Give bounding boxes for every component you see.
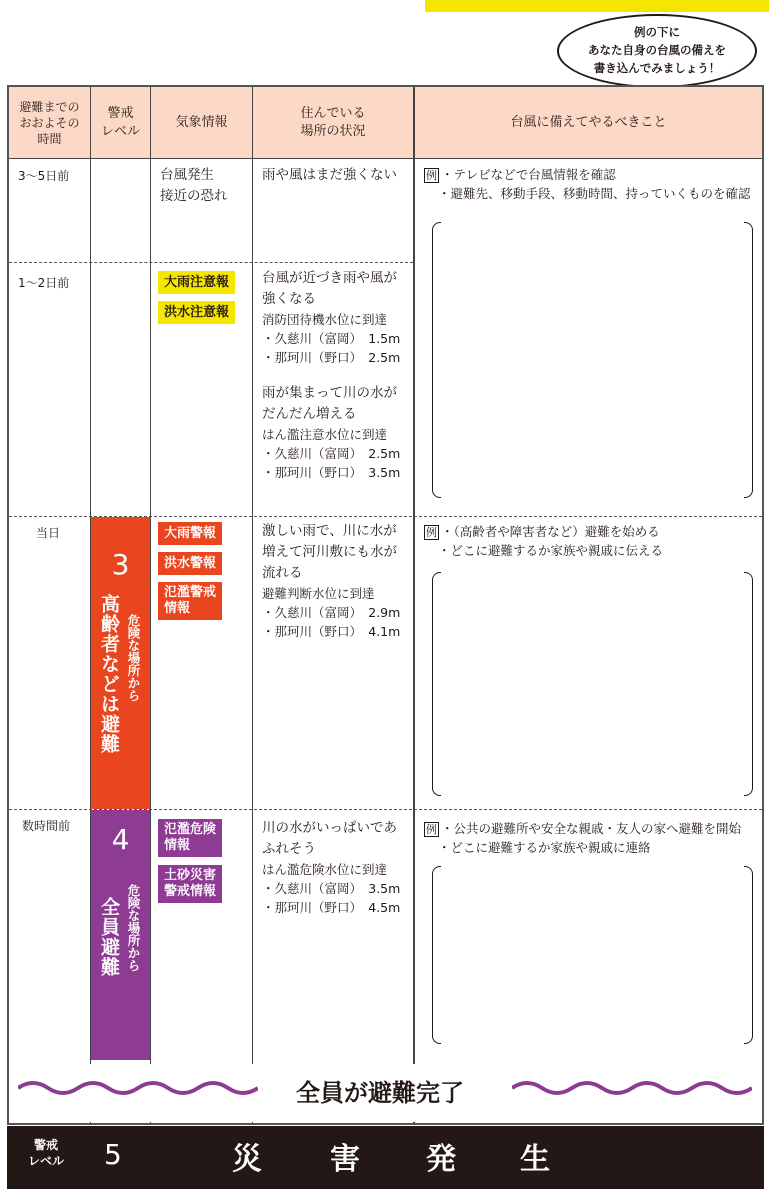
- top-accent-bar: [425, 0, 769, 12]
- time-label: 当日: [36, 526, 61, 540]
- example-mark: 例: [426, 823, 437, 836]
- weather-tag: 洪水警報: [158, 552, 222, 575]
- todo-example: 例 ・公共の避難所や安全な親戚・友人の家へ避難を開始 ・どこに避難するか家族や親戚に連絡: [426, 821, 742, 855]
- time-label: 3～5日前: [18, 169, 70, 183]
- footer-level-number: 5: [104, 1138, 122, 1171]
- write-area-bracket-left: [432, 572, 441, 796]
- situation-text: 雨や風はまだ強くない: [262, 167, 397, 183]
- time-label: 1～2日前: [18, 276, 70, 290]
- level-action: 全員避難: [98, 897, 120, 977]
- weather-tag: 大雨注意報: [158, 271, 235, 294]
- bubble-line-2: あなた自身の台風の備えを: [588, 43, 726, 57]
- weather-tag: 大雨警報: [158, 522, 222, 545]
- todo-example: 例 ・テレビなどで台風情報を確認 ・避難先、移動手段、移動時間、持っていくものを確認: [426, 167, 751, 201]
- level-action: 高齢者などは避難: [98, 594, 120, 754]
- speech-bubble: [557, 14, 757, 88]
- write-area-bracket-right: [744, 572, 753, 796]
- header-level: 警戒 レベル: [100, 106, 140, 139]
- write-area-bracket-left: [432, 866, 441, 1044]
- write-area[interactable]: [442, 868, 742, 1042]
- example-mark: 例: [426, 169, 437, 182]
- footer-level-label: 警戒 レベル: [28, 1138, 65, 1168]
- write-area[interactable]: [442, 224, 742, 496]
- situation-block: 雨が集まって川の水が だんだん増える はん濫注意水位に到達 ・久慈川（富岡） 2.5m ・那珂川（野口） 3.5m: [262, 385, 401, 480]
- write-area-bracket-right: [744, 222, 753, 498]
- time-label: 数時間前: [22, 819, 71, 833]
- situation-block: 川の水がいっぱいであ ふれそう はん濫危険水位に到達 ・久慈川（富岡） 3.5m ・那珂川（野口） 4.5m: [262, 820, 401, 915]
- level-number: 4: [111, 823, 130, 856]
- weather-tag: 洪水注意報: [158, 301, 235, 324]
- weather-info: 台風発生 接近の恐れ: [160, 167, 228, 204]
- header-time: 避難までの おおよその 時間: [19, 100, 80, 146]
- header-todo: 台風に備えてやるべきこと: [510, 115, 667, 130]
- level-number: 3: [111, 548, 130, 581]
- todo-example: 例 ・（高齢者や障害者など）避難を始める ・どこに避難するか家族や親戚に伝える: [426, 524, 664, 558]
- weather-tag: 土砂災害 警戒情報: [158, 865, 222, 903]
- level-note: 危険な場所から: [126, 884, 141, 972]
- weather-tag: 氾濫危険 情報: [158, 819, 222, 857]
- bubble-line-3: 書き込んでみましょう！: [593, 61, 721, 75]
- situation-block: 激しい雨で、川に水が 増えて河川敷にも水が 流れる 避難判断水位に到達 ・久慈川（富岡） 2.9m ・那珂川（野口） 4.1m: [262, 523, 401, 639]
- footer-char: 生: [520, 1142, 550, 1177]
- footer-char: 害: [330, 1142, 360, 1177]
- situation-block: 台風が近づき雨や風が 強くなる 消防団待機水位に到達 ・久慈川（富岡） 1.5m ・那珂川（野口） 2.5m: [262, 270, 401, 365]
- bubble-line-1: 例の下に: [634, 25, 680, 39]
- footer-char: 発: [426, 1142, 456, 1177]
- weather-tag: 氾濫警戒 情報: [158, 582, 222, 620]
- level-note: 危険な場所から: [126, 614, 141, 702]
- write-area-bracket-left: [432, 222, 441, 498]
- completion-text: 全員が避難完了: [296, 1079, 464, 1107]
- footer-char: 災: [232, 1142, 262, 1177]
- example-mark: 例: [426, 526, 437, 539]
- header-weather: 気象情報: [175, 115, 228, 130]
- write-area-bracket-right: [744, 866, 753, 1044]
- write-area[interactable]: [442, 574, 742, 794]
- wave-right: [512, 1080, 752, 1096]
- wave-left: [18, 1080, 258, 1096]
- header-situation: 住んでいる 場所の状況: [300, 106, 366, 139]
